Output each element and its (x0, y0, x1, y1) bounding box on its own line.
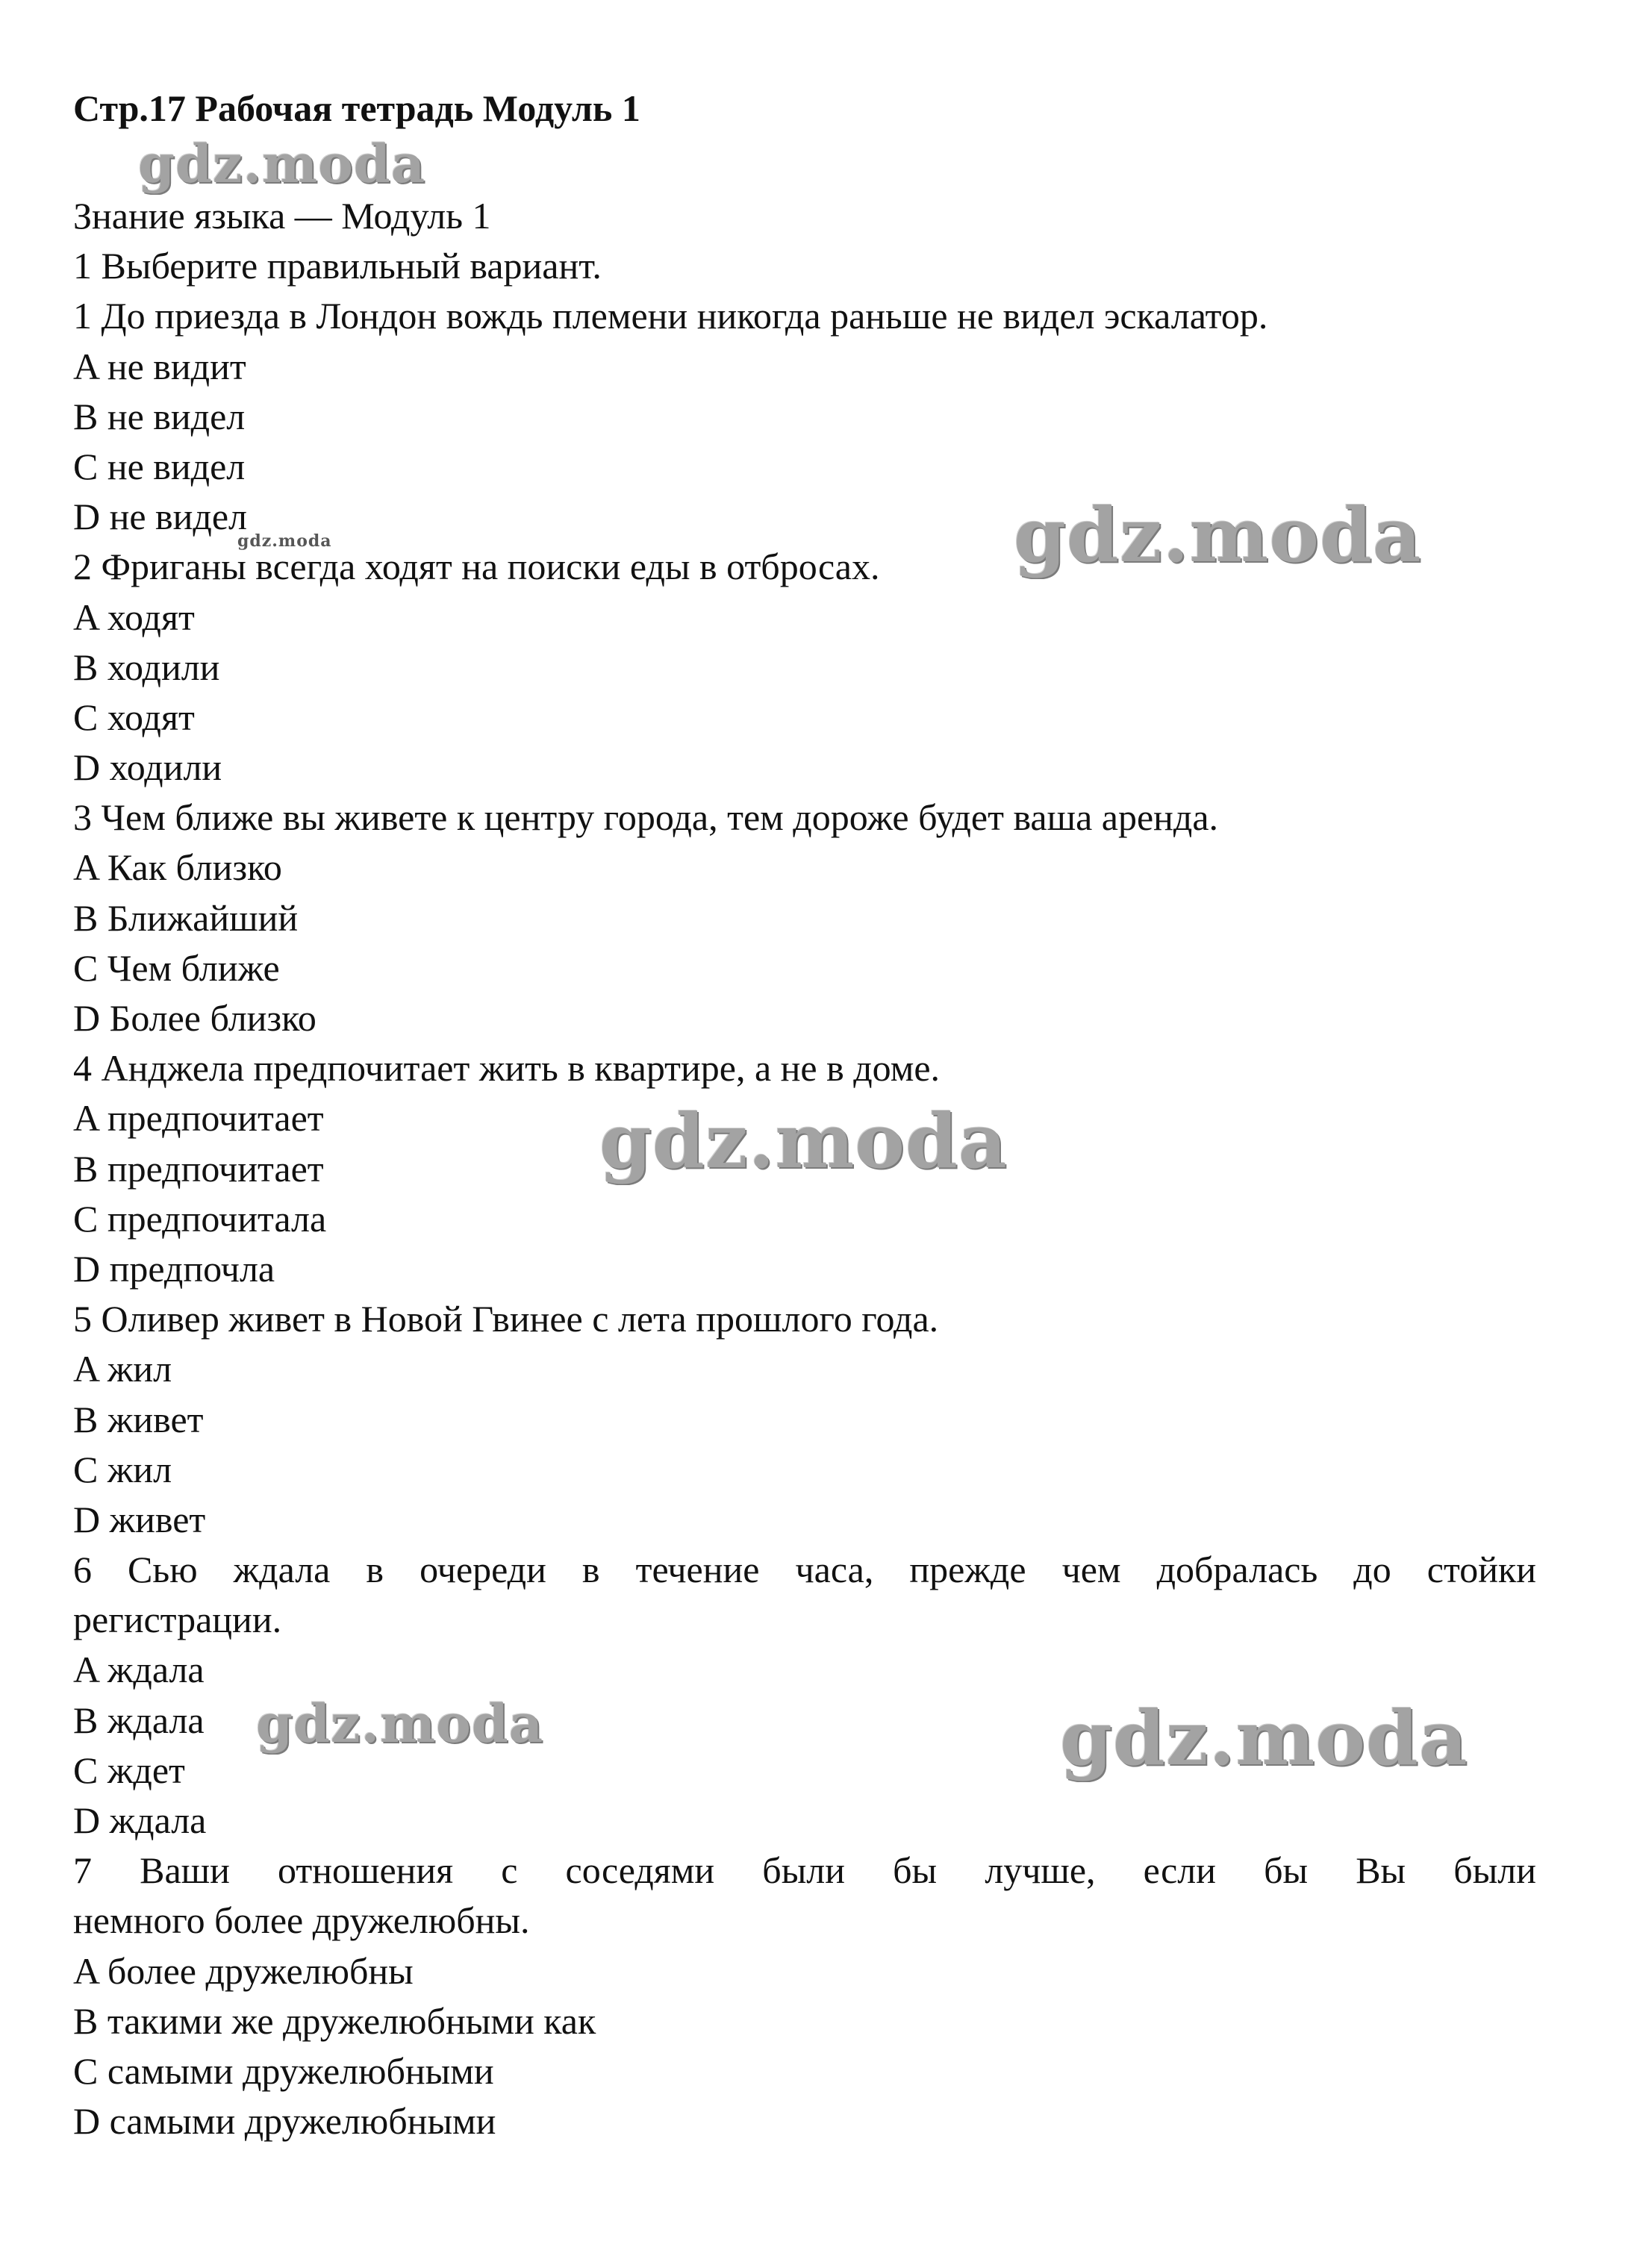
question-text: 4 Анджела предпочитает жить в квартире, а не в доме. (73, 1047, 941, 1090)
question-7 (73, 1846, 1536, 2146)
watermark-logo-small: gdz.moda (237, 531, 332, 551)
option-b: B ждала (73, 1699, 205, 1741)
question-text: 3 Чем ближе вы живете к центру города, тем дороже будет ваша аренда. (73, 796, 1219, 839)
option-a: A более дружелюбны (73, 1949, 414, 1992)
option-a: A предпочитает (73, 1097, 324, 1140)
question-2 (73, 542, 1536, 793)
option-b: B Ближайший (73, 896, 299, 939)
watermark-logo: gdz.moda (138, 133, 426, 195)
option-a: A не видит (73, 345, 246, 387)
option-d: D Более близко (73, 997, 316, 1039)
question-text-line-2: регистрации. (73, 1599, 282, 1641)
option-c: C предпочитала (73, 1197, 327, 1240)
question-3 (73, 793, 1536, 1043)
option-b: B предпочитает (73, 1147, 324, 1190)
option-c: C ходят (73, 696, 195, 738)
question-text-line-1: 7 Ваши отношения с соседями были бы лучше, если бы Вы были (73, 1849, 1536, 1892)
option-c: C ждет (73, 1749, 185, 1791)
option-d: D ходили (73, 746, 222, 789)
watermark-logo: gdz.moda (256, 1693, 544, 1755)
section-heading: Знание языка — Модуль 1 (73, 195, 491, 237)
option-d: D ждала (73, 1799, 207, 1841)
option-b: B ходили (73, 646, 220, 688)
option-c: C самыми дружелюбными (73, 2049, 494, 2092)
option-d: D самыми дружелюбными (73, 2100, 496, 2143)
option-a: A жил (73, 1348, 172, 1390)
task-instruction: 1 Выберите правильный вариант. (73, 245, 602, 287)
option-a: A ходят (73, 596, 195, 638)
option-b: B живет (73, 1398, 204, 1440)
question-text: 2 Фриганы всегда ходят на поиски еды в отбросах. (73, 546, 880, 588)
watermark-logo: gdz.moda (1014, 491, 1422, 579)
question-text: 5 Оливер живет в Новой Гвинее с лета прошлого года. (73, 1298, 939, 1340)
question-text-line-2: немного более дружелюбны. (73, 1899, 530, 1942)
option-c: C жил (73, 1448, 172, 1490)
option-c: C Чем ближе (73, 946, 280, 989)
option-d: D не видел (73, 496, 248, 538)
option-a: A Как близко (73, 846, 282, 889)
watermark-logo: gdz.moda (1060, 1694, 1468, 1782)
option-b: B такими же дружелюбными как (73, 1999, 596, 2042)
question-5 (73, 1294, 1536, 1545)
option-d: D живет (73, 1498, 206, 1540)
option-a: A ждала (73, 1649, 205, 1691)
page-title: Стр.17 Рабочая тетрадь Модуль 1 (73, 87, 640, 129)
option-c: C не видел (73, 445, 246, 487)
option-b: B не видел (73, 395, 246, 437)
question-text: 1 До приезда в Лондон вождь племени никогда раньше не видел эскалатор. (73, 295, 1268, 337)
watermark-logo: gdz.moda (599, 1097, 1008, 1185)
question-text-line-1: 6 Сью ждала в очереди в течение часа, прежде чем добралась до стойки (73, 1549, 1536, 1591)
option-d: D предпочла (73, 1247, 275, 1290)
